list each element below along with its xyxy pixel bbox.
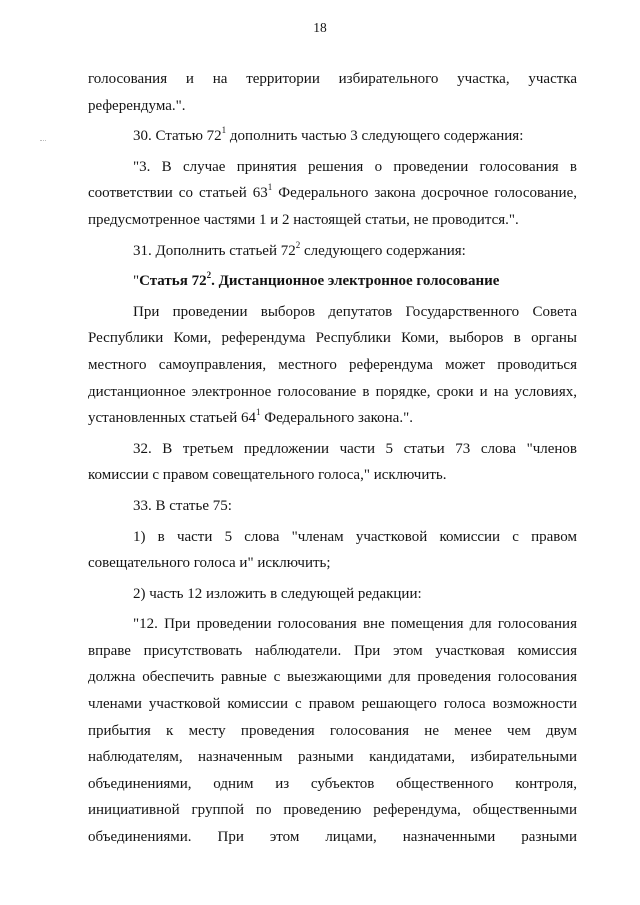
article-heading: "Статья $72^2$. Дистанционное электронное голосование <box>133 270 500 290</box>
text-line: наблюдателям, назначенным разными кандидатами, избирательными <box>88 749 577 766</box>
text-line: совещательного голоса и" исключить; <box>88 555 331 572</box>
text-line: комиссии с правом совещательного голоса," исключить. <box>88 467 447 484</box>
item-32: 32. В третьем предложении части 5 статьи 73 слова "членов <box>133 440 577 457</box>
text-line: прибытия к месту проведения голосования не менее чем двум <box>88 722 577 739</box>
document-body <box>88 66 577 851</box>
text-line: объединениями. При этом лицами, назначенными разными <box>88 829 577 846</box>
item-31: 31. Дополнить статьей $72^2$ следующего содержания: <box>133 239 466 259</box>
text-line: Республики Коми, референдума Республики Коми, выборов в органы <box>88 330 577 347</box>
text-line: объединениями, одним из субъектов общественного контроля, <box>88 775 577 792</box>
text-line: предусмотренное частями 1 и 2 настоящей статьи, не проводится.". <box>88 211 519 228</box>
item-30: 30. Статью $72^1$ дополнить частью 3 следующего содержания: <box>133 125 524 145</box>
text-line: членами участковой комиссии с правом решающего голоса возможности <box>88 696 577 713</box>
text-line: вправе присутствовать наблюдатели. При этом участковая комиссия <box>88 642 577 659</box>
text-line: установленных статьей $64^1$ Федерального закона.". <box>88 407 413 427</box>
text-line: 2) часть 12 изложить в следующей редакции: <box>133 585 422 602</box>
text-line: "12. При проведении голосования вне помещения для голосования <box>133 616 577 633</box>
page-number: 18 <box>313 20 327 35</box>
item-33: 33. В статье 75: <box>133 497 232 514</box>
scan-mark <box>40 140 46 145</box>
text-line: 1) в части 5 слова "членам участковой комиссии с правом <box>133 528 577 545</box>
text-line: местного самоуправления, местного референдума может проводиться <box>88 356 577 373</box>
text-line: голосования и на территории избирательного участка, участка <box>88 71 577 87</box>
text-line: должна обеспечить равные с выезжающими для проведения голосования <box>88 669 577 686</box>
text-line: дистанционное электронное голосование в порядке, сроки и на условиях, <box>88 383 577 400</box>
text-line: При проведении выборов депутатов Государственного Совета <box>133 303 577 320</box>
text-line: референдума.". <box>88 97 186 114</box>
text-line: инициативной группой по проведению референдума, общественными <box>88 802 577 819</box>
text-line: "3. В случае принятия решения о проведении голосования в <box>133 158 577 175</box>
text-line: соответствии со статьей $63^1$ Федерального закона досрочное голосование, <box>88 182 577 202</box>
